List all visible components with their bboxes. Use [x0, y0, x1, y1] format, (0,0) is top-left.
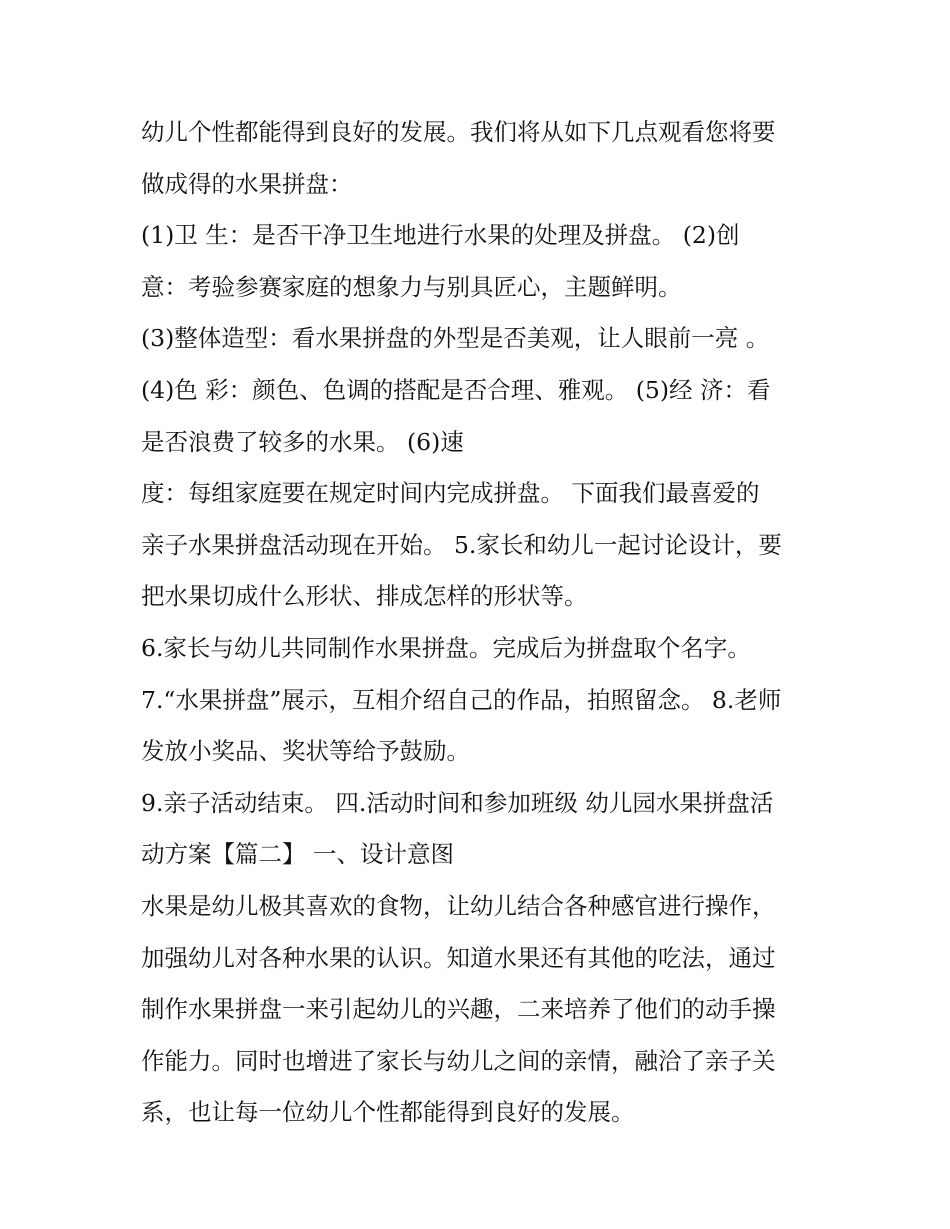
text-line: 幼儿个性都能得到良好的发展。我们将从如下几点观看您将要: [141, 118, 776, 146]
text-line: 意：考验参赛家庭的想象力与别具匠心，主题鲜明。: [141, 272, 682, 301]
text-line: 系，也让每一位幼儿个性都能得到良好的发展。: [141, 1098, 635, 1127]
text-line: 水果是幼儿极其喜欢的食物，让幼儿结合各种感官进行操作，: [141, 891, 776, 920]
text-line: 做成得的水果拼盘：: [141, 169, 353, 198]
text-line: (4)色 彩：颜色、色调的搭配是否合理、雅观。 (5)经 济：看: [141, 375, 771, 404]
text-line: 6.家长与幼儿共同制作水果拼盘。完成后为拼盘取个名字。: [141, 633, 751, 662]
text-line: 加强幼儿对各种水果的认识。知道水果还有其他的吃法，通过: [141, 943, 776, 972]
text-line: 9.亲子活动结束。 四.活动时间和参加班级 幼儿园水果拼盘活: [141, 788, 774, 817]
text-line: 把水果切成什么形状、排成怎样的形状等。: [141, 582, 588, 611]
text-line: 亲子水果拼盘活动现在开始。 5.家长和幼儿一起讨论设计，要: [141, 530, 782, 559]
text-line: 是否浪费了较多的水果。 (6)速: [141, 427, 464, 456]
text-line: 作能力。同时也增进了家长与幼儿之间的亲情，融洽了亲子关: [141, 1046, 776, 1075]
text-line: 发放小奖品、奖状等给予鼓励。: [141, 737, 470, 766]
text-line: (3)整体造型：看水果拼盘的外型是否美观，让人眼前一亮 。: [141, 324, 770, 353]
text-line: 7.“水果拼盘”展示，互相介绍自己的作品，拍照留念。 8.老师: [141, 685, 782, 714]
text-line: (1)卫 生：是否干净卫生地进行水果的处理及拼盘。 (2)创: [141, 221, 740, 250]
text-line: 制作水果拼盘一来引起幼儿的兴趣，二来培养了他们的动手操: [141, 995, 776, 1024]
body-text: [141, 107, 831, 1139]
text-line: 度：每组家庭要在规定时间内完成拼盘。 下面我们最喜爱的: [141, 479, 760, 508]
text-line: 动方案【篇二】 一、设计意图: [141, 840, 454, 869]
